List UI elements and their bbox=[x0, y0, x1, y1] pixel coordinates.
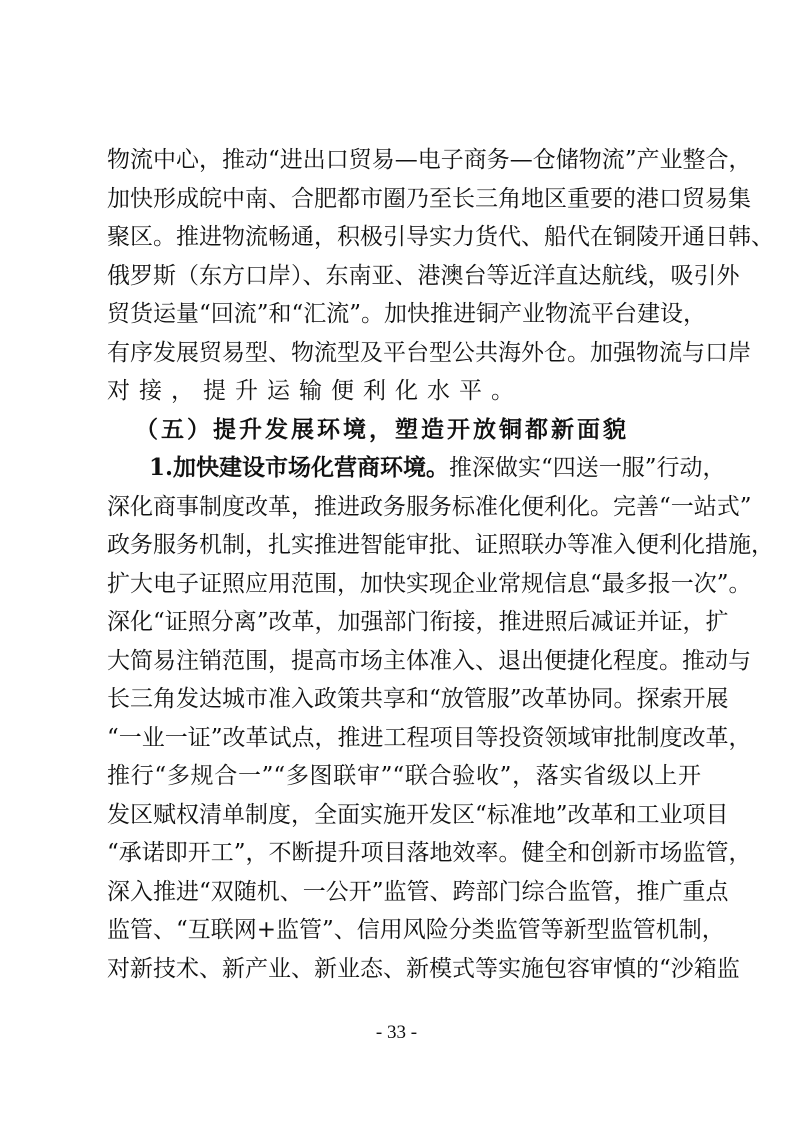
text-line: 发区赋权清单制度，全面实施开发区“标准地”改革和工业项目 bbox=[107, 801, 729, 828]
text-line: 对接，提升运输便利化水平。 bbox=[107, 378, 523, 404]
text-line: 深化“证照分离”改革，加强部门衔接，推进照后减证并证，扩 bbox=[107, 609, 729, 635]
text-line: 加快形成皖中南、合肥都市圈乃至长三角地区重要的港口贸易集 bbox=[107, 185, 751, 212]
text-line: 推行“多规合一”“多图联审”“联合验收”，落实省级以上开 bbox=[107, 763, 701, 789]
text-line: 扩大电子证照应用范围，加快实现企业常规信息“最多报一次”。 bbox=[107, 570, 752, 597]
text-line: 长三角发达城市准入政策共享和“放管服”改革协同。探索开展 bbox=[107, 686, 729, 712]
text-line: 政务服务机制，扎实推进智能审批、证照联办等准入便利化措施， bbox=[107, 532, 774, 558]
text-line: 深入推进“双随机、一公开”监管、跨部门综合监管，推广重点 bbox=[107, 878, 729, 905]
text-span: 推深做实“四送一服”行动， bbox=[449, 455, 726, 481]
text-line: 物流中心，推动“进出口贸易—电子商务—仓储物流”产业整合， bbox=[107, 147, 752, 173]
subsection-lead-line bbox=[107, 449, 726, 488]
text-line: “承诺即开工”，不断提升项目落地效率。健全和创新市场监管， bbox=[107, 840, 752, 866]
page-number: - 33 - bbox=[375, 1022, 418, 1043]
text-line: 有序发展贸易型、物流型及平台型公共海外仓。加强物流与口岸 bbox=[107, 339, 751, 366]
text-line: 监管、“互联网+监管”、信用风险分类监管等新型监管机制， bbox=[107, 917, 725, 943]
text-line: “一业一证”改革试点，推进工程项目等投资领域审批制度改革， bbox=[107, 724, 752, 751]
text-line: 对新技术、新产业、新业态、新模式等实施包容审慎的“沙箱监 bbox=[107, 955, 740, 982]
text-line: 大简易注销范围，提高市场主体准入、退出便捷化程度。推动与 bbox=[107, 647, 751, 674]
text-line: 深化商事制度改革，推进政务服务标准化便利化。完善“一站式” bbox=[107, 493, 752, 520]
subsection-title: 1.加快建设市场化营商环境。 bbox=[149, 454, 450, 481]
document-body bbox=[107, 141, 774, 988]
text-line: 俄罗斯（东方口岸）、东南亚、港澳台等近洋直达航线，吸引外 bbox=[107, 262, 740, 289]
section-heading: （五）提升发展环境，塑造开放铜都新面貌 bbox=[135, 415, 629, 443]
text-line: 贸货运量“回流”和“汇流”。加快推进铜产业物流平台建设， bbox=[107, 301, 707, 327]
text-line: 聚区。推进物流畅通，积极引导实力货代、船代在铜陵开通日韩、 bbox=[107, 224, 774, 250]
